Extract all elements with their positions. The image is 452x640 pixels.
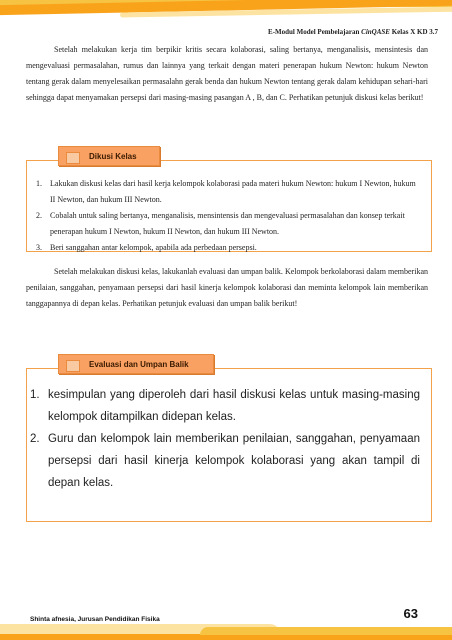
- page-number: 63: [403, 606, 418, 621]
- intro-paragraph-text: Setelah melakukan kerja tim berpikir kritis secara kolaborasi, saling bertanya, menganalisis, mensintesis dan mengevaluasi permasalahan, rumus dan lainnya yang terkait dengan materi penerapan hukum Newton: hukum Newton tentang gerak dalam menyelesaikan permasalahn gerak benda dan hukum Newton tentang gerak dalam kehidupan sehari-hari sehingga dapat menyamakan persepsi dari masing-masing pasangan A , B, dan C. Perhatikan petunjuk diskusi kelas berikut!: [26, 45, 428, 102]
- bottom-stripe-yellow: [200, 627, 452, 635]
- evaluasi-list: [30, 384, 420, 494]
- list-item: [36, 208, 420, 240]
- bottom-decorative-bar: [0, 624, 452, 640]
- second-paragraph-text: Setelah melakukan diskusi kelas, lakukanlah evaluasi dan umpan balik. Kelompok berkolaborasi dalam memberikan penilaian, sanggahan, penyamaan persepsi dari hasil kinerja kelompok kolaborasi dan meminta kelompok lain memberikan tanggapannya di depan kelas. Perhatikan petunjuk evaluasi dan umpan balik berikut!: [26, 267, 428, 308]
- list-item-text: Lakukan diskusi kelas dari hasil kerja kelompok kolaborasi pada materi hukum Newton: hukum I Newton, hukum II Newton, dan hukum III Newton.: [50, 179, 416, 204]
- evaluasi-box-title: [58, 354, 214, 374]
- list-item: [36, 176, 420, 208]
- list-item: [36, 240, 420, 256]
- list-item-number: 1.: [30, 389, 40, 401]
- footer-author: Shinta afnesia, Jurusan Pendidikan Fisika: [30, 616, 160, 623]
- second-paragraph: [26, 264, 428, 312]
- list-item-number: 2.: [30, 433, 40, 445]
- evaluasi-title-text: Evaluasi dan Umpan Balik: [89, 360, 189, 369]
- list-item: [30, 384, 420, 428]
- header-model: CinQASE: [361, 28, 390, 36]
- list-item-text: kesimpulan yang diperoleh dari hasil diskusi kelas untuk masing-masing kelompok ditampilkan didepan kelas.: [48, 389, 420, 423]
- list-item-number: 3.: [36, 243, 42, 252]
- list-item: [30, 428, 420, 494]
- list-item-text: Beri sanggahan antar kelompok, apabila ada perbedaan persepsi.: [50, 243, 257, 252]
- tab-decoration-icon: [66, 360, 80, 372]
- diskusi-box-title: [58, 146, 160, 166]
- intro-paragraph: [26, 42, 428, 106]
- tab-decoration-icon: [66, 152, 80, 164]
- diskusi-list: [36, 176, 420, 256]
- list-item-number: 2.: [36, 211, 42, 220]
- header-suffix: Kelas X KD 3.7: [389, 28, 438, 36]
- list-item-text: Cobalah untuk saling bertanya, menganalisis, mensintensis dan mengevaluasi permasalahan dan konsep terkait penerapan hukum I Newton, hukum II Newton, dan hukum III Newton.: [50, 211, 405, 236]
- running-header: [268, 28, 438, 36]
- header-prefix: E-Modul Model Pembelajaran: [268, 28, 362, 36]
- top-decorative-bar: [0, 0, 452, 22]
- list-item-number: 1.: [36, 179, 42, 188]
- list-item-text: Guru dan kelompok lain memberikan penilaian, sanggahan, penyamaan persepsi dari hasil kinerja kelompok kolaborasi yang akan tampil di depan kelas.: [48, 433, 420, 489]
- diskusi-title-text: Dikusi Kelas: [89, 152, 137, 161]
